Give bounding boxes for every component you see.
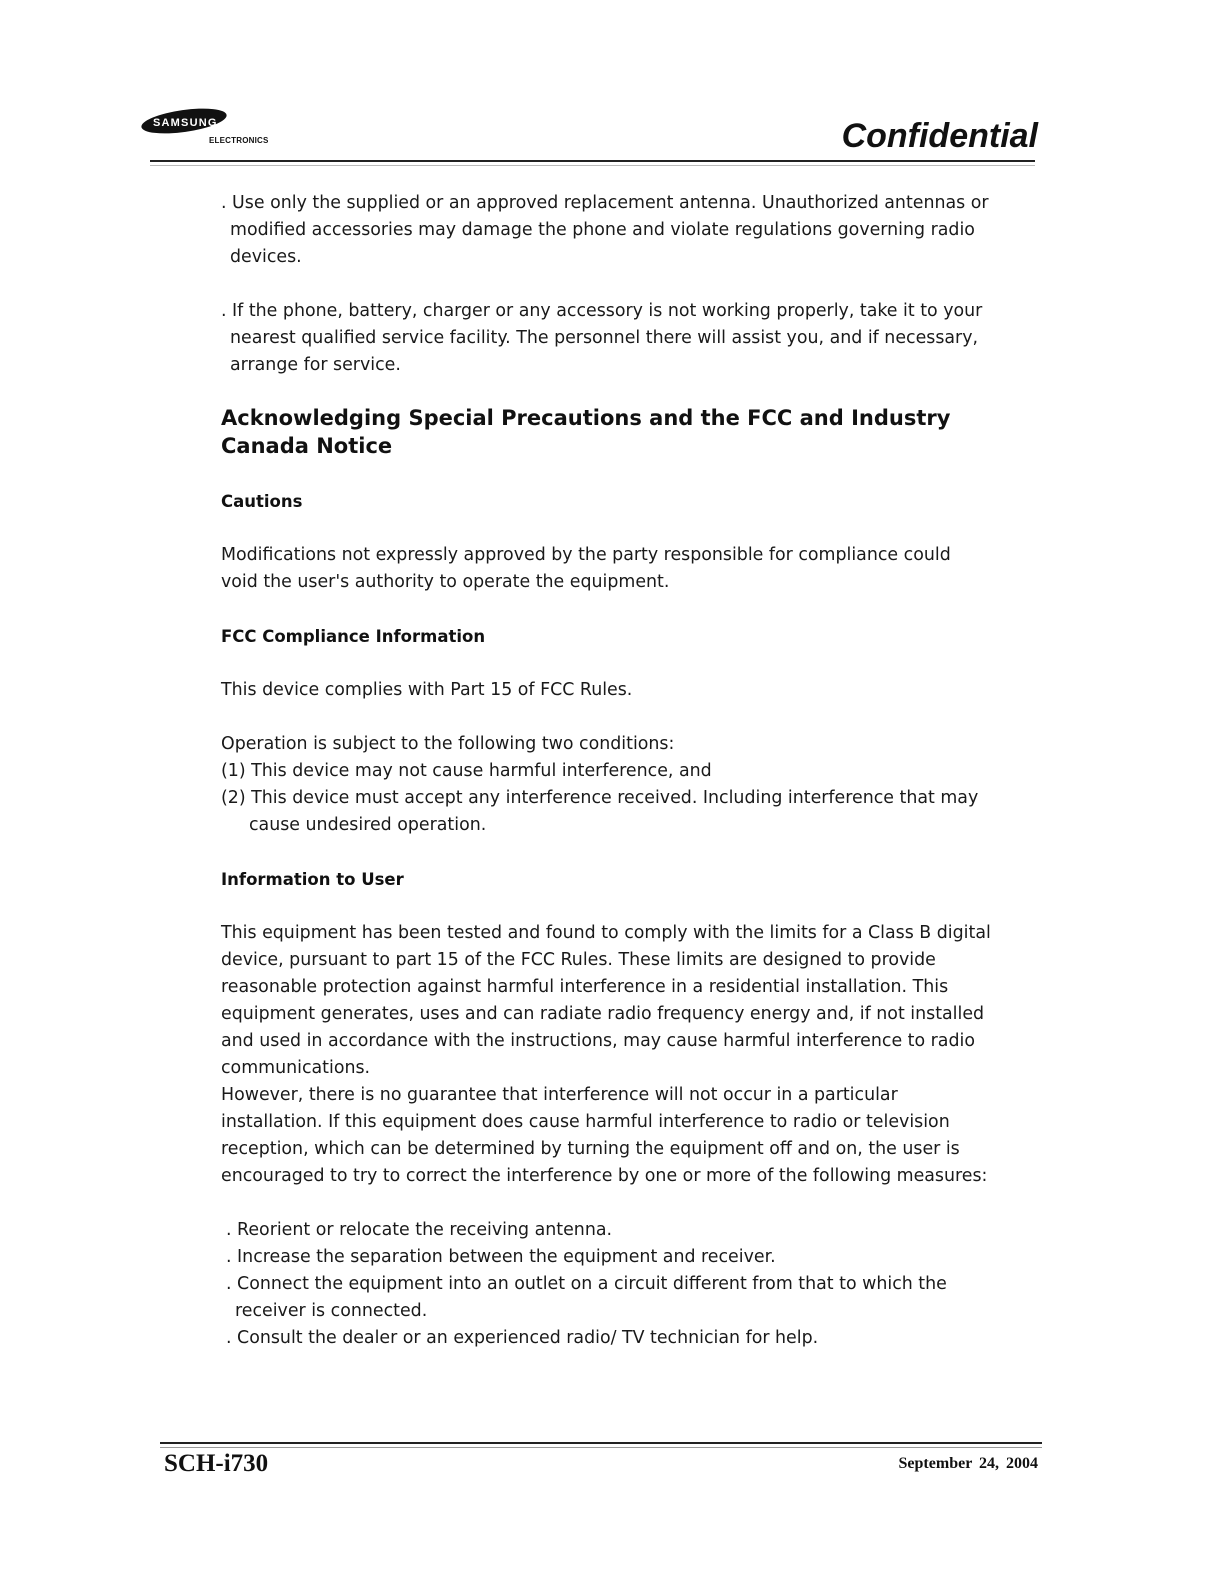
intro-bullet-antenna: . Use only the supplied or an approved replacement antenna. Unauthorized antennas or modified accessories may damage the phone and violate regulations governing radio devices. <box>221 193 989 267</box>
measures-list <box>221 1217 991 1352</box>
samsung-logo <box>141 106 271 150</box>
info-user-heading: Information to User <box>221 870 404 889</box>
fcc-complies-text: This device complies with Part 15 of FCC Rules. <box>221 680 633 700</box>
cautions-heading: Cautions <box>221 492 303 511</box>
measure-item: . Consult the dealer or an experienced radio/ TV technician for help. <box>226 1328 819 1348</box>
confidential-label: Confidential <box>841 117 1038 155</box>
cautions-text: Modifications not expressly approved by the party responsible for compliance could void the user's authority to operate the equipment. <box>221 545 951 592</box>
intro-bullet-service: . If the phone, battery, charger or any accessory is not working properly, take it to your nearest qualified service facility. The personnel there will assist you, and if necessary, arrange for service. <box>221 301 983 375</box>
footer-rule-thin <box>160 1447 1042 1448</box>
measure-item: . Connect the equipment into an outlet on a circuit different from that to which the receiver is connected. <box>226 1274 947 1321</box>
logo-subtitle: ELECTRONICS <box>209 136 269 145</box>
measure-item: . Reorient or relocate the receiving antenna. <box>226 1220 613 1240</box>
operation-intro: Operation is subject to the following two conditions: <box>221 734 675 754</box>
condition-item: (1) This device may not cause harmful interference, and <box>221 761 712 781</box>
measure-item: . Increase the separation between the equipment and receiver. <box>226 1247 776 1267</box>
condition-item: (2) This device must accept any interference received. Including interference that may cause undesired operation. <box>221 788 979 835</box>
document-body <box>221 190 991 1352</box>
section-title: Acknowledging Special Precautions and the FCC and Industry Canada Notice <box>221 406 951 458</box>
footer-rule <box>160 1442 1042 1444</box>
footer-date: September 24, 2004 <box>898 1455 1038 1472</box>
info-user-para-1: This equipment has been tested and found to comply with the limits for a Class B digital device, pursuant to part 15 of the FCC Rules. These limits are designed to provide reasonable protection against harmful interference in a residential installation. This equipment generates, uses and can radiate radio frequency energy and, if not installed and used in accordance with the instructions, may cause harmful interference to radio communications. <box>221 923 991 1078</box>
info-user-para-2: However, there is no guarantee that interference will not occur in a particular installation. If this equipment does cause harmful interference to radio or television reception, which can be determined by turning the equipment off and on, the user is encouraged to try to correct the interference by one or more of the following measures: <box>221 1085 988 1186</box>
logo-brand-text: SAMSUNG <box>153 117 218 129</box>
header-rule <box>150 160 1035 162</box>
samsung-logo-ellipse <box>141 106 231 136</box>
fcc-heading: FCC Compliance Information <box>221 627 486 646</box>
footer-model: SCH-i730 <box>164 1450 269 1477</box>
header-rule-thin <box>150 165 1035 166</box>
